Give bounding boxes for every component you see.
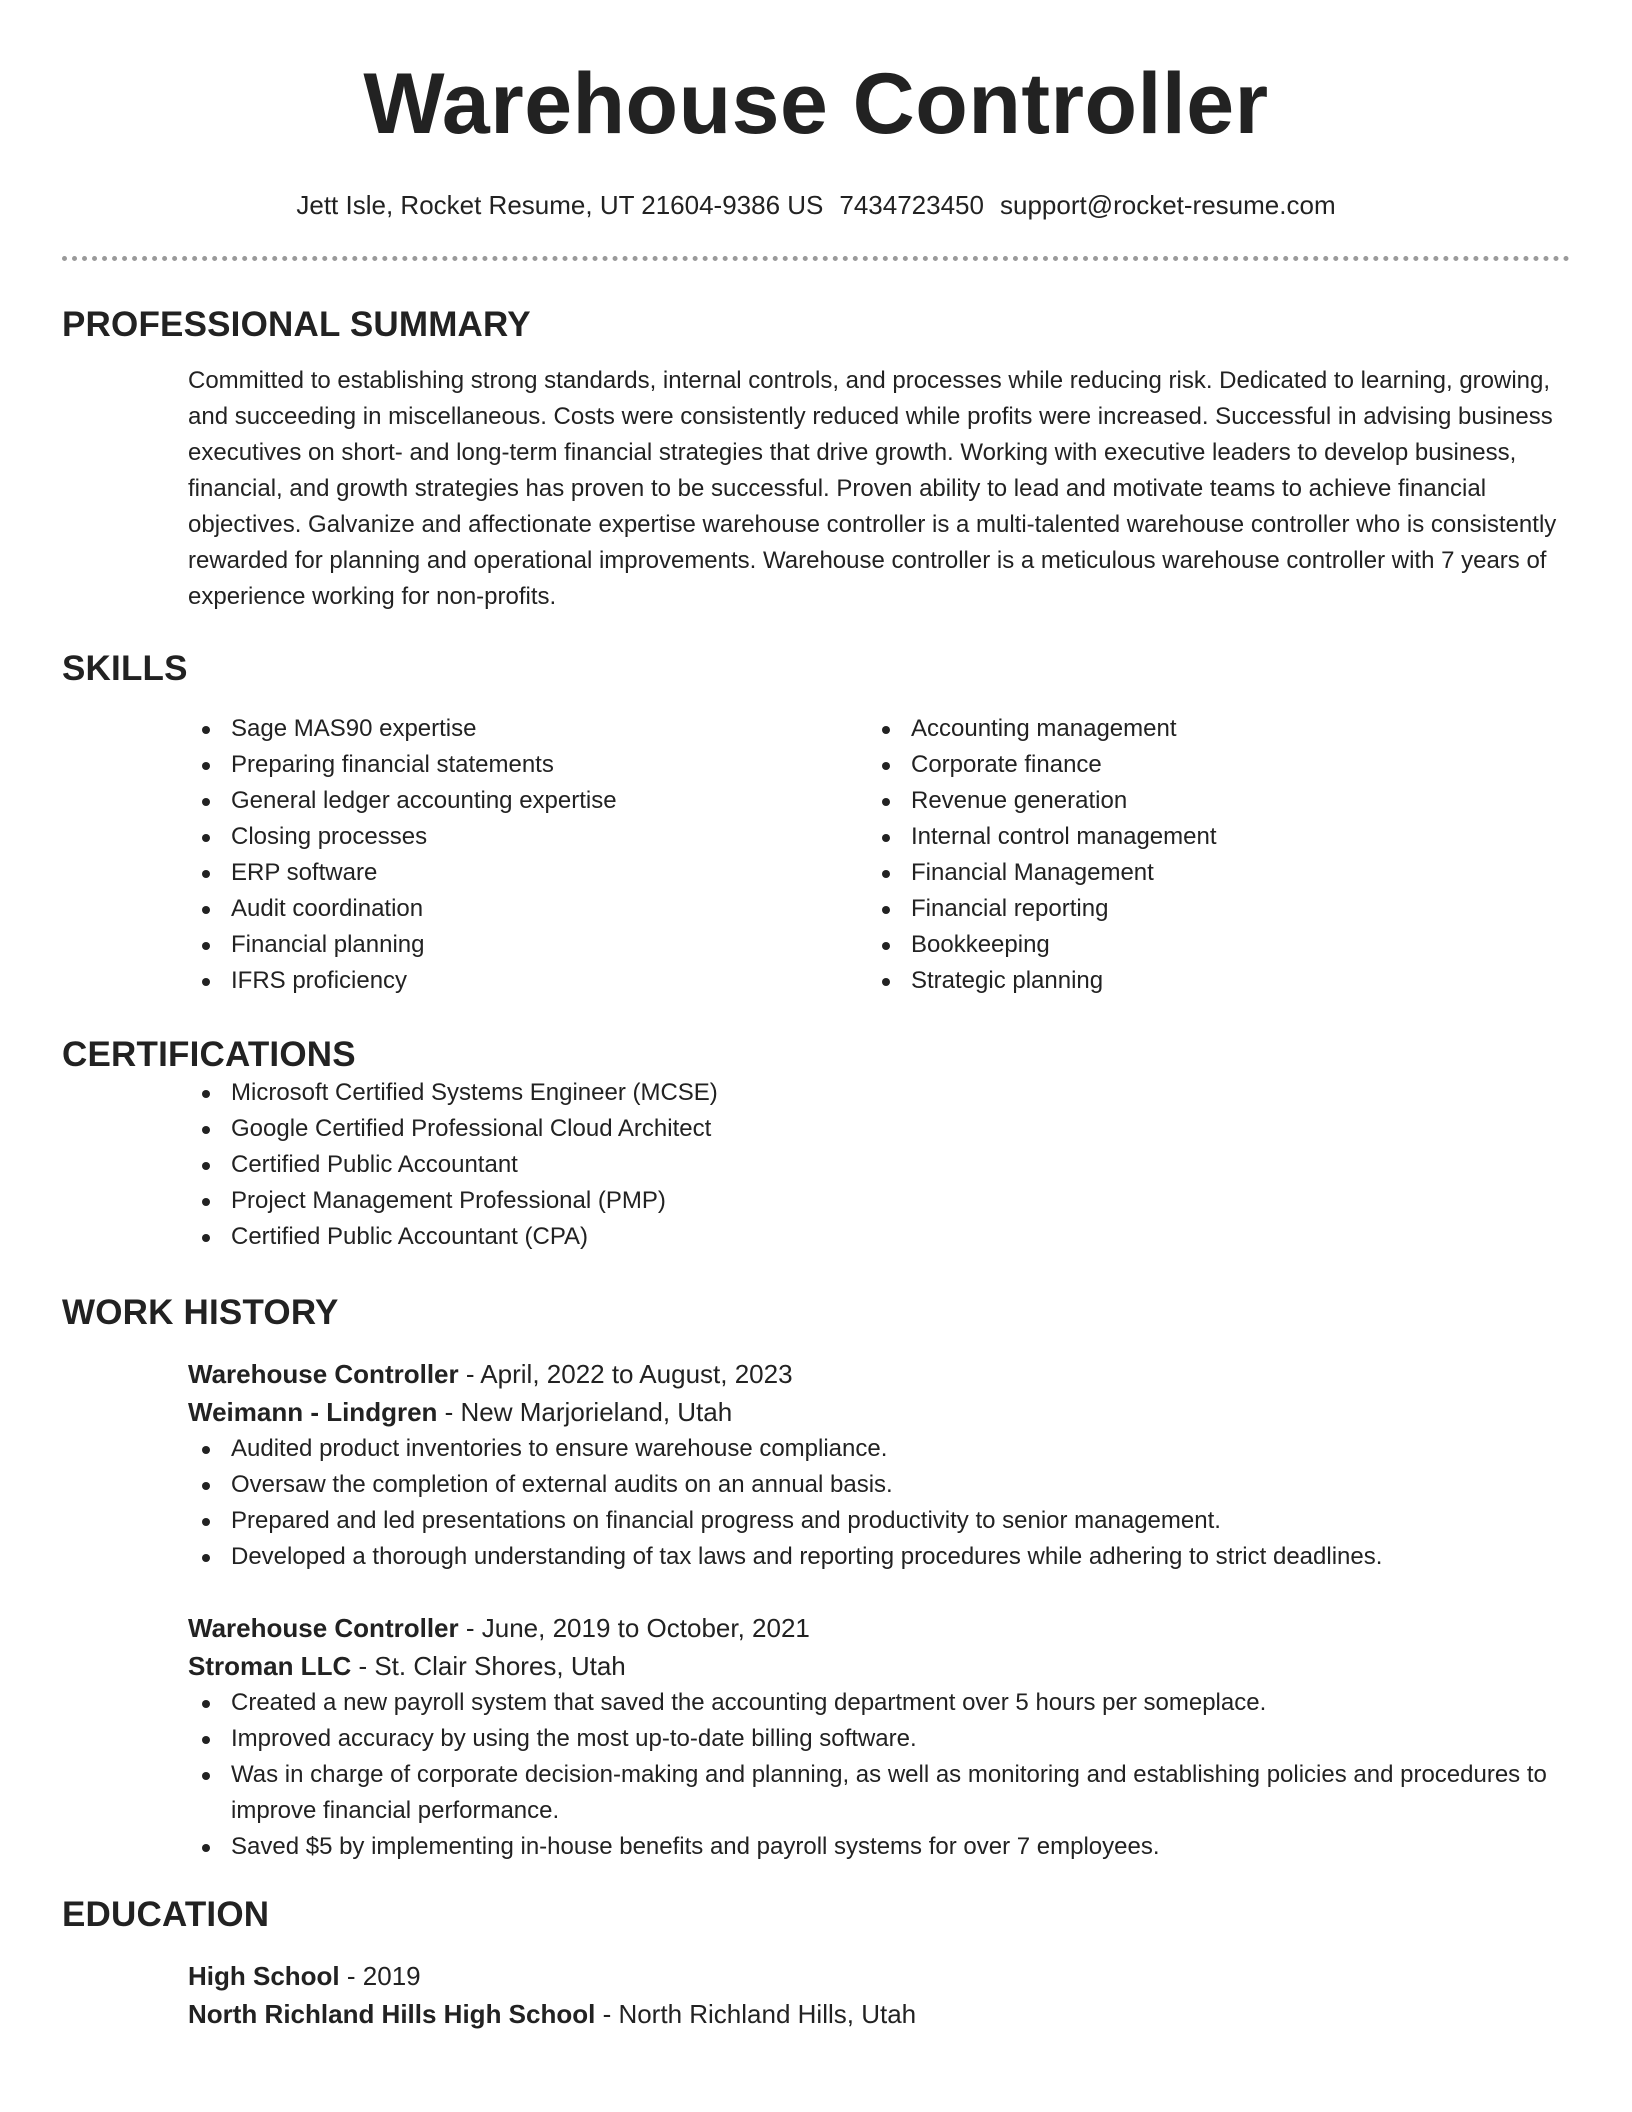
job-bullet: Prepared and led presentations on financial progress and productivity to senior management. [188,1503,1570,1539]
certification-item: Microsoft Certified Systems Engineer (MCSE) [188,1075,1570,1111]
job-bullet: Oversaw the completion of external audits on an annual basis. [188,1467,1570,1503]
skills-heading: SKILLS [62,649,188,688]
skill-item: Revenue generation [868,783,1548,819]
job-entry [188,1355,1570,1575]
summary-heading: PROFESSIONAL SUMMARY [62,305,531,344]
job-title-line [188,1355,1570,1393]
job-role: Warehouse Controller [188,1613,459,1643]
resume-name: Warehouse Controller [363,56,1269,152]
skill-item: Strategic planning [868,963,1548,999]
job-location: - New Marjorieland, Utah [437,1397,733,1427]
job-bullets [188,1431,1570,1575]
job-dates: - April, 2022 to August, 2023 [458,1359,793,1389]
job-company-line [188,1647,1570,1685]
job-bullet: Audited product inventories to ensure warehouse compliance. [188,1431,1570,1467]
job-bullet: Developed a thorough understanding of tax laws and reporting procedures while adhering to strict deadlines. [188,1539,1570,1575]
skill-item: Corporate finance [868,747,1548,783]
skill-item: Audit coordination [188,891,868,927]
certifications-list [188,1075,1570,1255]
skill-item: ERP software [188,855,868,891]
skill-item: Accounting management [868,711,1548,747]
header-divider [62,256,1570,261]
certification-item: Project Management Professional (PMP) [188,1183,1570,1219]
contact-email: support@rocket-resume.com [999,190,1336,220]
skills-grid [188,711,1570,999]
job-bullet: Created a new payroll system that saved the accounting department over 5 hours per someplace. [188,1685,1570,1721]
skill-item: IFRS proficiency [188,963,868,999]
job-bullets [188,1685,1570,1865]
skill-item: Preparing financial statements [188,747,868,783]
education-degree: High School [188,1961,340,1991]
skills-column-left [188,711,868,999]
skill-item: Internal control management [868,819,1548,855]
contact-phone: 7434723450 [839,190,984,220]
certification-item: Certified Public Accountant [188,1147,1570,1183]
skills-column-right [868,711,1548,999]
education-degree-line [188,1957,1570,1995]
work-history-heading: WORK HISTORY [62,1293,339,1332]
summary-text: Committed to establishing strong standards, internal controls, and processes while reducing risk. Dedicated to learning, growing, and succeeding in miscellaneous. Costs were consistently reduced while profits were increased. Successful in advising business executives on short- and long-term financial strategies that drive growth. Working with executive leaders to develop business, financial, and growth strategies has proven to be successful. Proven ability to lead and motivate teams to achieve financial objectives. Galvanize and affectionate expertise warehouse controller is a multi-talented warehouse controller who is consistently rewarded for planning and operational improvements. Warehouse controller is a meticulous warehouse controller with 7 years of experience working for non-profits. [188,367,1557,610]
skill-item: General ledger accounting expertise [188,783,868,819]
job-location: - St. Clair Shores, Utah [351,1651,626,1681]
job-company: Stroman LLC [188,1651,352,1681]
certifications-heading: CERTIFICATIONS [62,1035,356,1074]
job-role: Warehouse Controller [188,1359,459,1389]
job-bullet: Saved $5 by implementing in-house benefits and payroll systems for over 7 employees. [188,1829,1570,1865]
education-school: North Richland Hills High School [188,1999,596,2029]
education-entry [188,1957,1570,2033]
job-bullet: Was in charge of corporate decision-making and planning, as well as monitoring and establishing policies and procedures to improve financial performance. [188,1757,1570,1829]
certification-item: Google Certified Professional Cloud Architect [188,1111,1570,1147]
skill-item: Sage MAS90 expertise [188,711,868,747]
contact-address: Jett Isle, Rocket Resume, UT 21604-9386 US [296,190,824,220]
skill-item: Financial planning [188,927,868,963]
skill-item: Financial Management [868,855,1548,891]
job-title-line [188,1609,1570,1647]
job-company-line [188,1393,1570,1431]
job-entry [188,1609,1570,1865]
education-year: - 2019 [339,1961,421,1991]
job-bullet: Improved accuracy by using the most up-to-date billing software. [188,1721,1570,1757]
skill-item: Financial reporting [868,891,1548,927]
contact-line [62,188,1570,222]
skill-item: Bookkeeping [868,927,1548,963]
education-location: - North Richland Hills, Utah [595,1999,917,2029]
skill-item: Closing processes [188,819,868,855]
certification-item: Certified Public Accountant (CPA) [188,1219,1570,1255]
job-dates: - June, 2019 to October, 2021 [458,1613,810,1643]
job-company: Weimann - Lindgren [188,1397,438,1427]
education-school-line [188,1995,1570,2033]
education-heading: EDUCATION [62,1895,270,1934]
